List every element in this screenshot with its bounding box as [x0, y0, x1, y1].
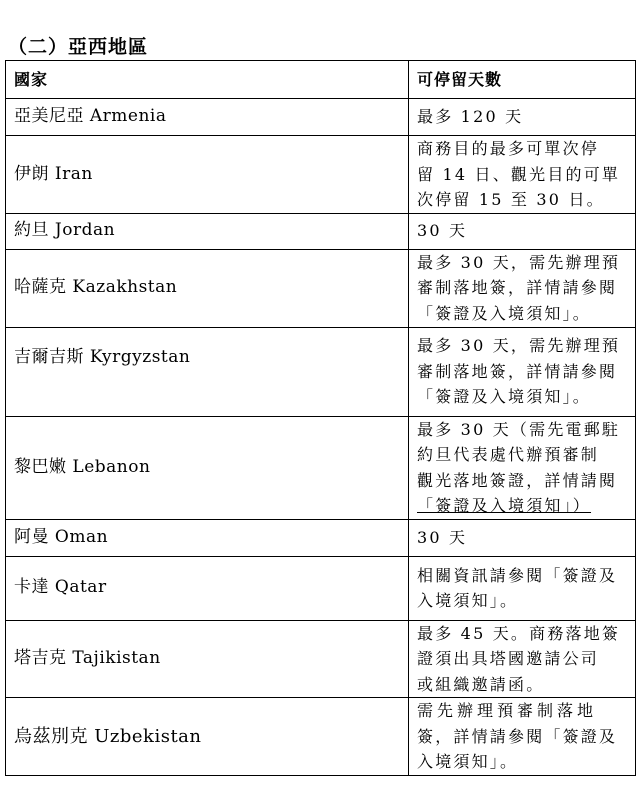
- stay-line: 或組織邀請函。: [417, 674, 545, 694]
- table-row-kyrgyzstan: [6, 327, 636, 416]
- country-cell: 烏茲別克 Uzbekistan: [6, 698, 409, 776]
- stay-line: 相關資訊請參閱「簽證及: [417, 565, 618, 585]
- stay-line: 入境須知」。: [417, 591, 519, 610]
- country-cell: 伊朗 Iran: [6, 136, 409, 214]
- stay-cell: [409, 698, 636, 776]
- stay-cell: [409, 213, 636, 249]
- stay-cell: [409, 620, 636, 698]
- stay-cell: [409, 136, 636, 214]
- table-row-iran: [6, 136, 636, 214]
- stay-line: 30 天: [417, 527, 468, 547]
- section-heading: （二）亞西地區: [8, 36, 149, 58]
- stay-line: 入境須知」。: [417, 752, 519, 772]
- stay-line: 需先辦理預審制落地: [417, 701, 598, 721]
- stay-cell: [409, 519, 636, 556]
- stay-line: 最多 45 天。商務落地簽: [417, 623, 621, 643]
- stay-cell: [409, 556, 636, 620]
- header-stay: 可停留天數: [409, 61, 636, 99]
- stay-line: 觀光落地簽證，詳情請閱: [417, 470, 618, 490]
- stay-line: 留 14 日、觀光目的可單: [417, 164, 621, 184]
- country-cell: 塔吉克 Tajikistan: [6, 620, 409, 698]
- stay-line: 約旦代表處代辦預審制: [417, 445, 600, 464]
- stay-line: 證須出具塔國邀請公司: [417, 649, 600, 668]
- table-row-oman: [6, 519, 636, 556]
- country-cell: 約旦 Jordan: [6, 213, 409, 249]
- stay-line: 最多 30 天，需先辦理預: [417, 336, 621, 356]
- stay-cell: [409, 249, 636, 327]
- table-row-armenia: [6, 99, 636, 136]
- table-row-tajikistan: [6, 620, 636, 698]
- stay-cell: [409, 416, 636, 519]
- stay-line: 最多 120 天: [417, 107, 524, 127]
- visa-table: [5, 60, 636, 776]
- table-row-qatar: [6, 556, 636, 620]
- stay-cell: [409, 327, 636, 416]
- stay-line: 審制落地簽，詳情請參閱: [417, 361, 618, 381]
- stay-line: 「簽證及入境須知」。: [417, 303, 592, 323]
- country-cell: 亞美尼亞 Armenia: [6, 99, 409, 136]
- country-cell: 卡達 Qatar: [6, 556, 409, 620]
- stay-line: 審制落地簽，詳情請參閱: [417, 278, 618, 298]
- country-cell: 哈薩克 Kazakhstan: [6, 249, 409, 327]
- stay-line: 簽，詳情請參閱「簽證及: [417, 726, 618, 746]
- stay-line: 30 天: [417, 221, 468, 241]
- stay-line: 最多 30 天，需先辦理預: [417, 252, 621, 272]
- table-row-kazakhstan: [6, 249, 636, 327]
- table-row-uzbekistan: [6, 698, 636, 776]
- table-row-lebanon: [6, 416, 636, 519]
- table-row-jordan: [6, 213, 636, 249]
- visa-info-link[interactable]: 「簽證及入境須知」）: [417, 496, 592, 515]
- stay-line: 「簽證及入境須知」。: [417, 387, 592, 407]
- stay-cell: [409, 99, 636, 136]
- stay-line: 商務目的最多可單次停: [417, 139, 600, 158]
- stay-line: 次停留 15 至 30 日。: [417, 190, 605, 209]
- country-cell: 吉爾吉斯 Kyrgyzstan: [6, 327, 409, 416]
- country-cell: 阿曼 Oman: [6, 519, 409, 556]
- header-country: 國家: [6, 61, 409, 99]
- stay-line: 最多 30 天（需先電郵駐: [417, 419, 621, 439]
- country-cell: 黎巴嫩 Lebanon: [6, 416, 409, 519]
- table-header-row: [6, 61, 636, 99]
